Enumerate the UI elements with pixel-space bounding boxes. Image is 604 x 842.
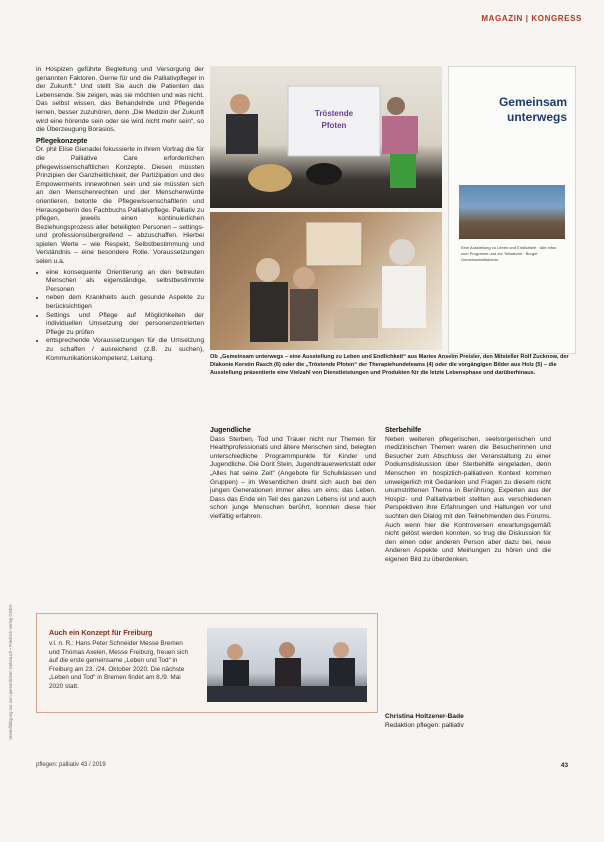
dogs-scene-illustration bbox=[210, 66, 442, 208]
poster-title-line1: Gemeinsam bbox=[498, 95, 567, 109]
list-item: • eine konsequente Orientierung an den betreuten Menschen als eigenständige, selbstbestimmte Personen bbox=[46, 269, 204, 295]
poster-gemeinsam-unterwegs bbox=[448, 66, 576, 354]
side-copyright-text: Vervielfältigung nur zum persönlichen Gebrauch • Friedrich Verlag GmbH bbox=[8, 604, 13, 740]
page-number: 43 bbox=[560, 762, 568, 769]
poster-subtext: Eine Ausstellung zu Leben und Endlichkeit · Alle Infos zum Programm und zur Teilnahme · Burger Gemeinschaftskirche bbox=[461, 245, 557, 262]
author-role: Redaktion pflegen: palliativ bbox=[385, 722, 464, 729]
bullet-list bbox=[36, 269, 204, 364]
heading-jugendliche: Jugendliche bbox=[210, 427, 251, 434]
sign-text-1: Tröstende bbox=[314, 109, 354, 118]
photo-therapy-dogs bbox=[210, 66, 442, 208]
info-box-text: v.l. n. R.: Hans Peter Schneider Messe Bremen und Thomas Axelen, Messe Freiburg, freuen sich auf die erste gemeinsame „Leben und Tod“ in Freiburg am 23. /24. Oktober 2020. Die nächste „Leben und Tod“ in Bremen findet am 8./9. Mai 2020 statt. bbox=[49, 640, 189, 690]
footer-publication: pflegen: palliativ 43 / 2019 bbox=[36, 762, 106, 768]
podium-illustration bbox=[207, 628, 367, 702]
sign-text-2: Pfoten bbox=[321, 121, 347, 130]
pflegekonzepte-paragraph: Dr. phil Elise Gienadei fokussierte in ihrem Vortrag die für die Palliative Care erforderlichen pflegewissenschaftlichen Konzepte. Diesen müssten Prinzipien der Ganzheitlichkeit, der Partizipation und des Empowerments innewohnen sein und sie müssten sich an den Menschenrechten und der Menschenwürde orientieren, betonte die Pflegewissenschaftlerin und Herausgeberin des Fachbuchs Palliativpflege. Palliativ zu pflegen, jeweils einen kontinuierlichen Beziehungsprozess aller beteiligten Personen – settings- und professionsübergreifend – abzuschaffen. Hierbei spielen Werte – wie Respekt, Selbstbestimmung und Verständnis – eine besondere Rolle. Voraussetzungen seien u.a. bbox=[36, 146, 204, 266]
poster-title-line2: unterwegs bbox=[506, 110, 567, 124]
list-item: • entsprechende Voraussetzungen für die Umsetzung zu schaffen / ausreichend (z.B. zu suchen), Kommunikationskompetenz, Leitung. bbox=[46, 337, 204, 363]
intro-paragraph: in Hospizen geführte Begleitung und Versorgung der genannten Faktoren. Gerne für und die Palliativpfleger in der Zukunft.“ Und stellt Sie auch die Patienten das Lebensende. Sie zeigen, was sie möchten und was nicht. Das selbst wissen, das Behandelnde und Pflegende lernen, besser zuzuhören, denn „Die Medizin der Zukunft wird eine hörende sein oder sie wird nicht mehr sein“, so die Überzeugung Borasios. bbox=[36, 66, 204, 134]
poster-title bbox=[499, 95, 567, 125]
podium-photo bbox=[207, 628, 367, 702]
info-box-freiburg bbox=[36, 613, 378, 713]
photo-exhibition-stand bbox=[210, 212, 442, 350]
list-item: • Settings und Pflege auf Möglichkeiten der individuellen Umsetzung der personenzentrierten Pflege zu prüfen bbox=[46, 312, 204, 338]
heading-pflegekonzepte: Pflegekonzepte bbox=[36, 137, 88, 145]
poster-photo bbox=[459, 185, 565, 239]
sterbehilfe-paragraph: Neben weiteren pflegerischen, seelsorgerischen und medizinischen Themen waren die Besucherinnen und Besucher zum Abschluss der Veranstaltung zu einer Podiumsdiskussion über Sterbehilfe eingeladen, denn Menschen im hospizlich-palliativen Kontext kommen unweigerlich mit Gedanken und Fragen zu diesem nicht unumstrittenen Thema in Berührung. Experten aus der Hospiz- und Palliativarbeit stellten aus verschiedenen Perspektiven ihre Erfahrungen und Haltungen vor und suchten den Dialog mit den Teilnehmenden des Forums. Auch wenn hier die Kontroversen erwartungsgemäß nicht gelöst werden konnten, so trug die Diskussion für den einen oder anderen Person aber dazu bei, neue Anderen Aspekte und Meinungen zu hören und die eigenen Bild zu überdenken. bbox=[385, 435, 551, 563]
list-item: • neben dem Krankheits auch gesunde Aspekte zu berücksichtigen bbox=[46, 294, 204, 311]
column-1 bbox=[36, 66, 204, 363]
author-block bbox=[385, 712, 464, 730]
column-2 bbox=[210, 424, 376, 522]
jugendliche-paragraph: Dass Sterben, Tod und Trauer nicht nur Themen für Healthprofessionals und ältere Menschen sind, belegten unterschiedliche Programmpunkte für Kinder und Jugendliche. Die Dorit Stein, Jugendtrauerwerkstatt oder „Alles hat seine Zeit“ (Angebote für Schulklassen und Gruppen) – im Wesentlichen dreht sich auch bei den jungen Generationen immer alles um eins: das Leben. Dass das Ende ein Teil des ganzen Lebens ist und auch schon junge Menschen berührt, konnten diese hier vielfältig erfahren. bbox=[210, 435, 376, 520]
side-copyright bbox=[8, 590, 18, 740]
photo-caption: Ob „Gemeinsam unterwegs – eine Ausstellung zu Leben und Endlichkeit“ aus Maries Anselm Preisler, den Mitsteller Rolf Zucknow, der Diakonie Kerstin Rasch (6) oder die „Tröstende Pfoten“ der Therapiehundeteams (4) oder die vorgängigen Bilder aus Holz (5) – die Ausstellung präsentierte eine Vielzahl von Dienstleistungen und Produkten für die letzte Lebensphase und darüberhinaus. bbox=[210, 354, 569, 376]
author-name: Christina Holtzener-Bade bbox=[385, 713, 464, 720]
stand-scene-illustration bbox=[210, 212, 442, 350]
heading-sterbehilfe: Sterbehilfe bbox=[385, 427, 422, 434]
info-box-title: Auch ein Konzept für Freiburg bbox=[49, 628, 153, 637]
section-header: MAGAZIN | KONGRESS bbox=[481, 14, 582, 23]
column-3 bbox=[385, 424, 551, 565]
